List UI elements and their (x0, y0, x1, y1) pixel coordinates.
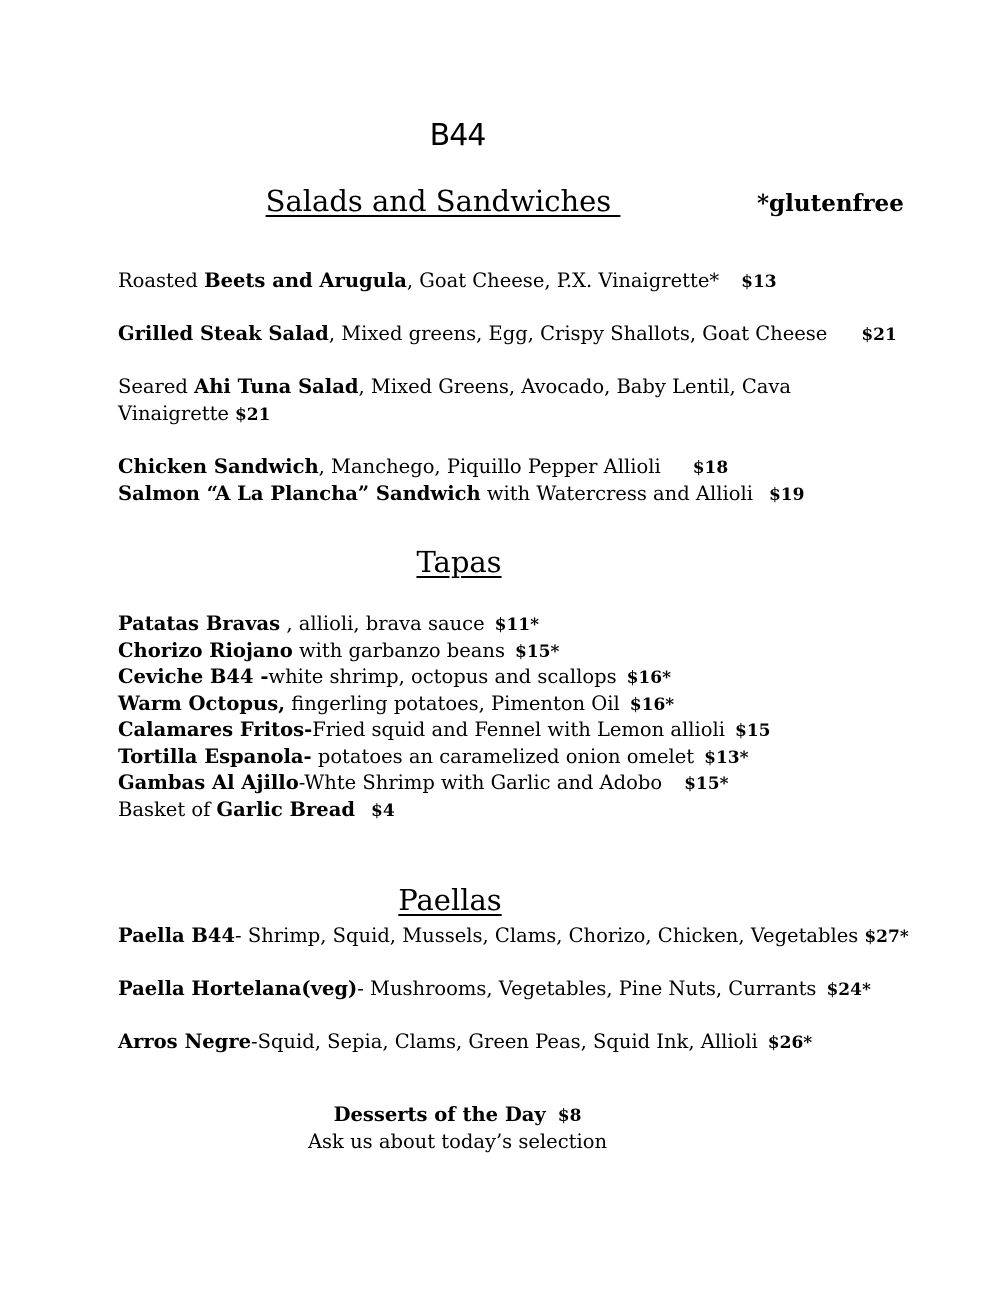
item-name: Tortilla Espanola- (118, 745, 312, 768)
item-description: - Mushrooms, Vegetables, Pine Nuts, Currants (357, 977, 817, 1000)
item-description: , Goat Cheese, P.X. Vinaigrette* (406, 269, 720, 292)
item-price: $13 (741, 272, 777, 292)
menu-item (118, 663, 671, 692)
section-title-salads: Salads and Sandwiches (265, 184, 621, 218)
item-description: , allioli, brava sauce (280, 612, 485, 635)
menu-item (118, 610, 539, 639)
item-description: , Mixed greens, Egg, Crispy Shallots, Goat Cheese (328, 322, 828, 345)
item-name: Garlic Bread (216, 798, 355, 821)
item-price: $18 (692, 458, 729, 478)
restaurant-logo: B44 (429, 118, 486, 153)
item-price: $21 (861, 325, 897, 345)
item-prefix: Basket of (118, 798, 217, 821)
dessert-name: Desserts of the Day (333, 1103, 546, 1126)
item-name: Patatas Bravas (118, 612, 281, 635)
dessert-line (0, 1103, 915, 1126)
item-price: $13* (704, 748, 749, 768)
item-description: Fried squid and Fennel with Lemon allioli (312, 718, 725, 741)
menu-item (118, 373, 798, 429)
menu-item (118, 716, 770, 745)
glutenfree-note: *glutenfree (757, 190, 904, 217)
menu-item (118, 922, 909, 951)
item-description: fingerling potatoes, Pimenton Oil (285, 692, 620, 715)
item-description: , Manchego, Piquillo Pepper Allioli (318, 455, 661, 478)
item-name: Chicken Sandwich (118, 455, 319, 478)
item-name: Ceviche B44 - (118, 665, 269, 688)
item-description: -Whte Shrimp with Garlic and Adobo (298, 771, 663, 794)
item-price: $24* (826, 980, 871, 1000)
menu-item (118, 637, 559, 666)
item-name: Salmon “A La Plancha” Sandwich (118, 482, 481, 505)
item-price: $11* (494, 615, 540, 635)
item-price: $15* (684, 774, 729, 794)
menu-item (118, 480, 804, 509)
item-description: -Squid, Sepia, Clams, Green Peas, Squid Ink, Allioli (251, 1030, 758, 1053)
menu-item (118, 1028, 812, 1057)
item-name: Arros Negre (118, 1030, 251, 1053)
item-price: $27* (864, 927, 909, 947)
menu-item (118, 975, 871, 1004)
item-prefix: Roasted (118, 269, 205, 292)
item-price: $19 (768, 485, 805, 505)
menu-item (118, 796, 395, 825)
item-price: $16* (629, 695, 675, 715)
item-description: - Shrimp, Squid, Mussels, Clams, Chorizo, Chicken, Vegetables (235, 924, 859, 947)
item-price: $21 (234, 405, 271, 425)
item-name: Paella B44 (118, 924, 236, 947)
item-description: white shrimp, octopus and scallops (268, 665, 617, 688)
section-title-paellas: Paellas (398, 883, 502, 917)
item-name: Warm Octopus, (118, 692, 285, 715)
item-name: Chorizo Riojano (118, 639, 293, 662)
item-prefix: Seared (118, 375, 195, 398)
item-price: $26* (767, 1033, 813, 1053)
section-title-tapas: Tapas (416, 545, 502, 579)
item-name: Gambas Al Ajillo (118, 771, 299, 794)
item-description: , Mixed Greens, Avocado, Baby Lentil, Cava Vinaigrette (118, 375, 792, 425)
menu-item (118, 690, 674, 719)
menu-item (118, 743, 749, 772)
menu-item (118, 453, 728, 482)
item-name: Beets and Arugula (204, 269, 407, 292)
item-description: with garbanzo beans (292, 639, 505, 662)
dessert-note: Ask us about today’s selection (307, 1130, 608, 1153)
item-description: potatoes an caramelized onion omelet (311, 745, 695, 768)
menu-item (118, 769, 728, 798)
item-name: Calamares Fritos- (118, 718, 313, 741)
item-price: $16* (626, 668, 671, 688)
item-price: $15* (515, 642, 560, 662)
item-description: with Watercress and Allioli (480, 482, 753, 505)
menu-item (118, 320, 897, 349)
dessert-price: $8 (557, 1106, 582, 1126)
item-name: Grilled Steak Salad (118, 322, 329, 345)
item-price: $4 (371, 801, 395, 821)
item-name: Ahi Tuna Salad (194, 375, 359, 398)
item-price: $15 (734, 721, 771, 741)
item-name: Paella Hortelana(veg) (118, 977, 358, 1000)
menu-item (118, 267, 777, 296)
